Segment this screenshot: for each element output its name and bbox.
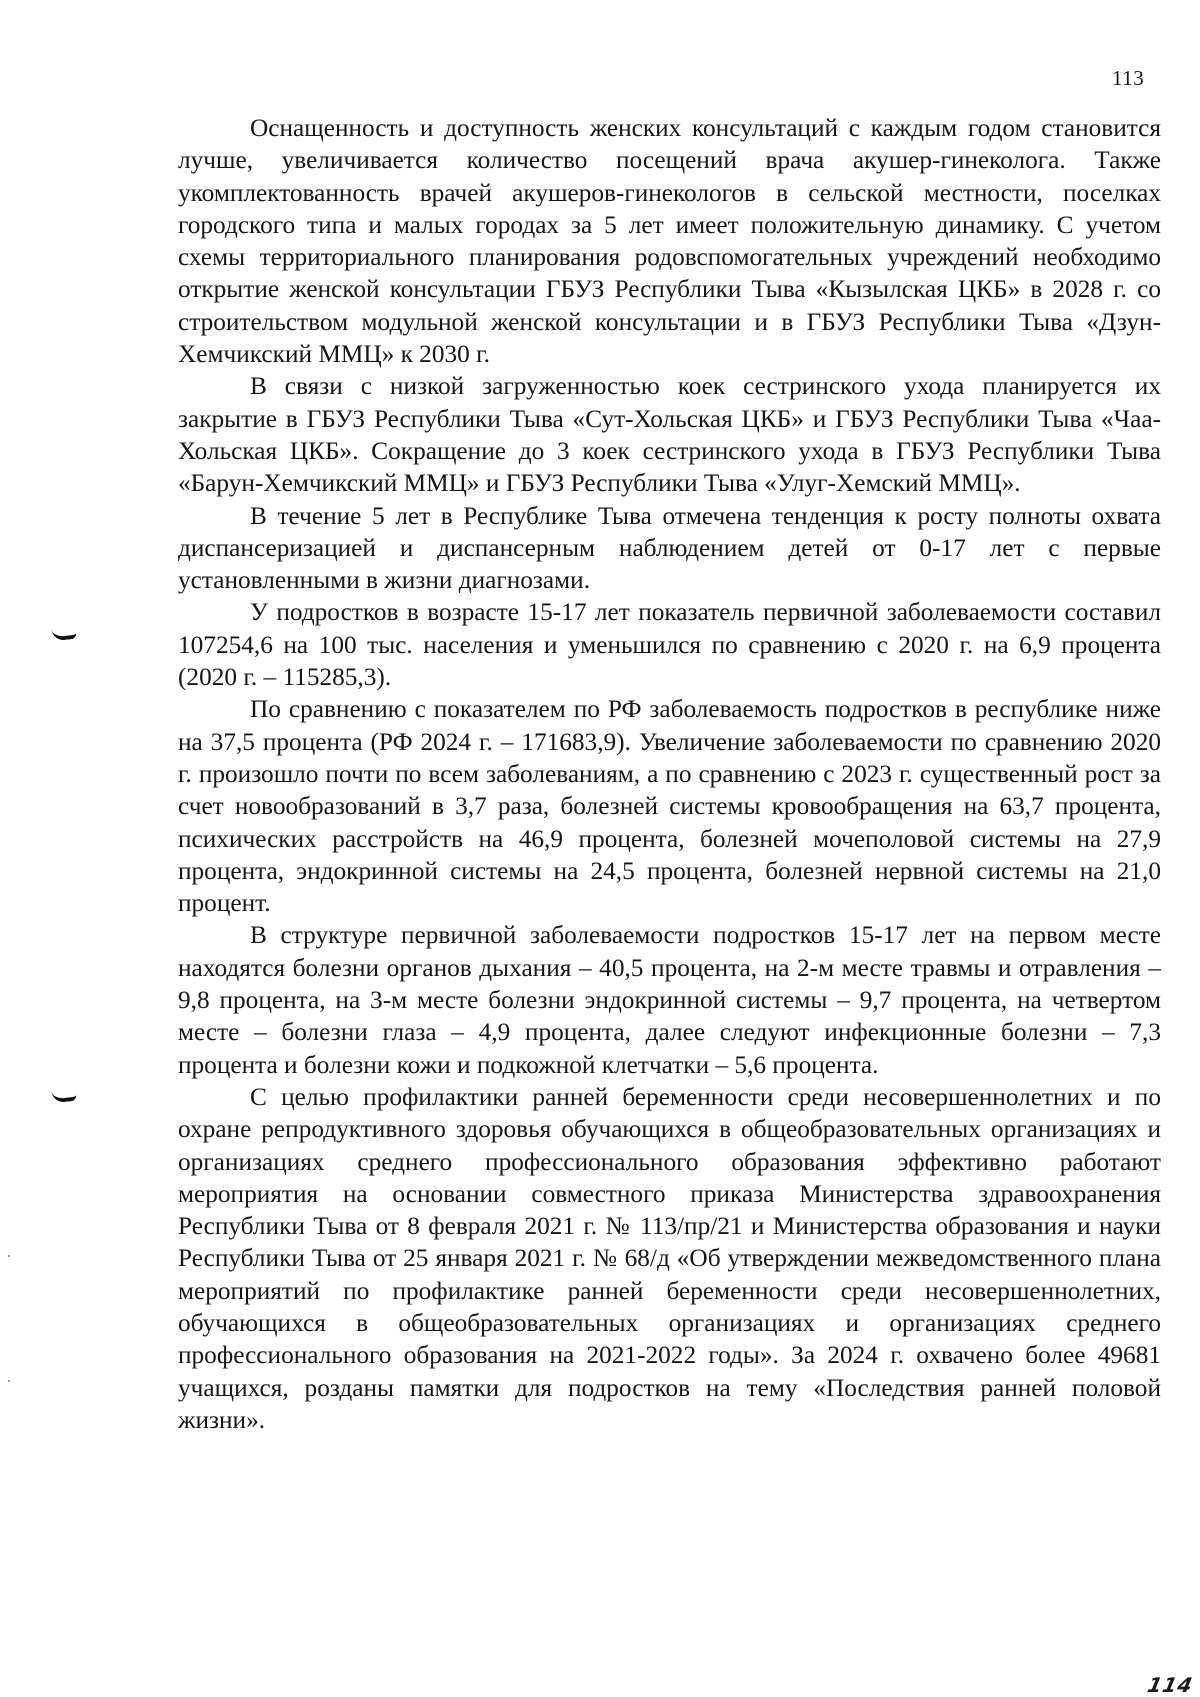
paragraph-dispensary: В течение 5 лет в Республике Тыва отмечена тенденция к росту полноты охвата диспансеризацией и диспансерным наблюдением детей от 0-17 лет с первые установленными в жизни диагнозами. <box>178 501 1161 595</box>
handwritten-page-mark: 114 <box>1145 1673 1196 1697</box>
paragraph-pregnancy-prevention: С целью профилактики ранней беременности среди несовершеннолетних и по охране репродуктивного здоровья обучающихся в общеобразовательных организациях и организациях среднего профессионального образования эффективно работают мероприятия на основании совместного приказа Министерства здравоохранения Республики Тыва от 8 февраля 2021 г. № 113/пр/21 и Министерства образования и науки Республики Тыва от 25 января 2021 г. № 68/д «Об утверждении межведомственного плана мероприятий по профилактике ранней беременности среди несовершеннолетних, обучающихся в общеобразовательных организациях и организациях среднего профессионального образования на 2021-2022 годы». За 2024 г. охвачено более 49681 учащихся, розданы памятки для подростков на тему «Последствия ранней половой жизни». <box>178 1082 1161 1434</box>
document-body <box>178 112 1161 1436</box>
paragraph-adolescent-morbidity: У подростков в возрасте 15-17 лет показатель первичной заболеваемости составил 107254,6 на 100 тыс. населения и уменьшился по сравнению с 2020 г. на 6,9 процента (2020 г. – 115285,3). <box>178 598 1161 692</box>
scan-edge-speck-1 <box>8 1255 10 1257</box>
scan-check-mark-1 <box>51 627 76 641</box>
page-number: 113 <box>1112 66 1145 90</box>
paragraph-nursing-beds: В связи с низкой загруженностью коек сестринского ухода планируется их закрытие в ГБУЗ Республики Тыва «Сут-Хольская ЦКБ» и ГБУЗ Республики Тыва «Чаа-Хольская ЦКБ». Сокращение до 3 коек сестринского ухода в ГБУЗ Республики Тыва «Барун-Хемчикский ММЦ» и ГБУЗ Республики Тыва «Улуг-Хемский ММЦ». <box>178 372 1161 498</box>
paragraph-rf-comparison: По сравнению с показателем по РФ заболеваемость подростков в республике ниже на 37,5 процента (РФ 2024 г. – 171683,9). Увеличение заболеваемости по сравнению 2020 г. произошло почти по всем заболеваниям, а по сравнению с 2023 г. существенный рост за счет новообразований в 3,7 раза, болезней системы кровообращения на 63,7 процента, психических расстройств на 46,9 процента, болезней мочеполовой системы на 27,9 процента, эндокринной системы на 24,5 процента, болезней нервной системы на 21,0 процент. <box>178 695 1161 918</box>
paragraph-morbidity-structure: В структуре первичной заболеваемости подростков 15-17 лет на первом месте находятся болезни органов дыхания – 40,5 процента, на 2-м месте травмы и отравления – 9,8 процента, на 3-м месте болезни эндокринной системы – 9,7 процента, на четвертом месте – болезни глаза – 4,9 процента, далее следуют инфекционные болезни – 7,3 процента и болезни кожи и подкожной клетчатки – 5,6 процента. <box>178 921 1161 1079</box>
paragraph-consultations: Оснащенность и доступность женских консультаций с каждым годом становится лучше, увеличивается количество посещений врача акушер-гинеколога. Также укомплектованность врачей акушеров-гинекологов в сельской местности, поселках городского типа и малых городах за 5 лет имеет положительную динамику. С учетом схемы территориального планирования родовспомогательных учреждений необходимо открытие женской консультации ГБУЗ Республики Тыва «Кызылская ЦКБ» в 2028 г. со строительством модульной женской консультации и в ГБУЗ Республики Тыва «Дзун-Хемчикский ММЦ» к 2030 г. <box>178 114 1161 369</box>
scan-edge-speck-2 <box>8 1380 10 1382</box>
scan-check-mark-2 <box>51 1089 76 1103</box>
